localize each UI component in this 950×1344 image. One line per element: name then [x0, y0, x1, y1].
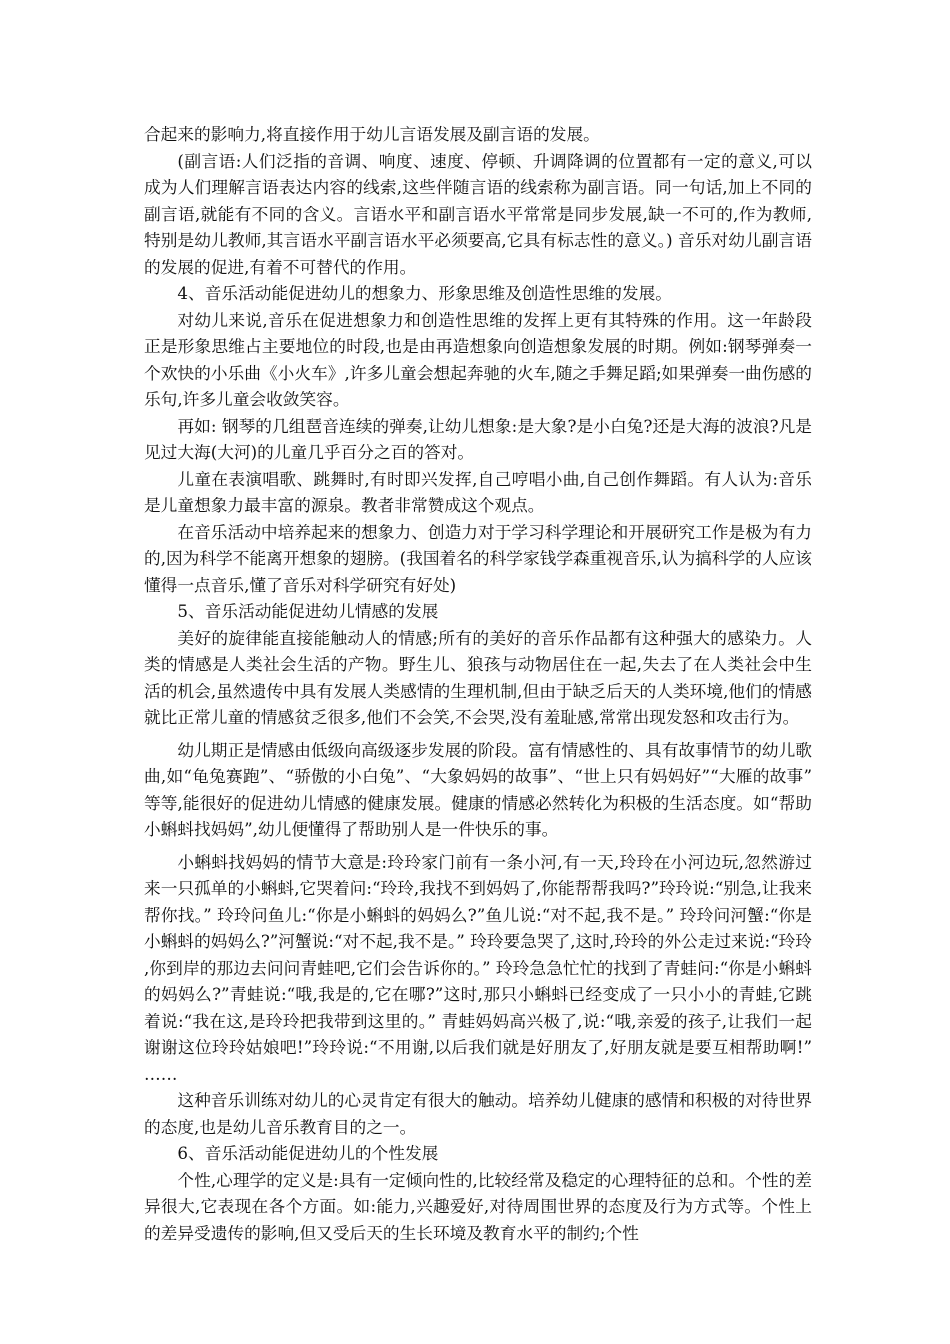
paragraph-arpeggio-example: 再如: 钢琴的几组琶音连续的弹奏,让幼儿想象:是大象?是小白兔?还是大海的波浪?凡是见过大海(大河)的儿童几乎百分之百的答对。: [144, 415, 812, 462]
paragraph-imagination: 对幼儿来说,音乐在促进想象力和创造性思维的发挥上更有其特殊的作用。这一年龄段正是形象思维占主要地位的时段,也是由再造想象向创造想象发展的时期。例如:钢琴弹奏一个欢快的小乐曲《小火车》,许多儿童会想起奔驰的火车,随之手舞足蹈;如果弹奏一曲伤感的乐句,许多儿童会收敛笑容。: [144, 309, 812, 409]
paragraph-training-effect: 这种音乐训练对幼儿的心灵肯定有很大的触动。培养幼儿健康的感情和积极的对待世界的态度,也是幼儿音乐教育目的之一。: [144, 1090, 812, 1137]
paragraph-continuation: 合起来的影响力,将直接作用于幼儿言语发展及副言语的发展。: [144, 124, 600, 144]
section-heading-5: 5、音乐活动能促进幼儿情感的发展: [177, 601, 439, 621]
section-heading-4: 4、音乐活动能促进幼儿的想象力、形象思维及创造性思维的发展。: [177, 283, 672, 303]
document-body: [144, 121, 812, 1246]
paragraph-early-childhood: 幼儿期正是情感由低级向高级逐步发展的阶段。富有情感性的、具有故事情节的幼儿歌曲,如“龟兔赛跑”、“骄傲的小白兔”、“大象妈妈的故事”、“世上只有妈妈好”“大雁的故事”等等,能很好的促进幼儿情感的健康发展。健康的情感必然转化为积极的生活态度。如“帮助小蝌蚪找妈妈”,幼儿便懂得了帮助别人是一件快乐的事。: [144, 739, 812, 839]
section-heading-6: 6、音乐活动能促进幼儿的个性发展: [177, 1143, 439, 1163]
paragraph-emotion: 美好的旋律能直接能触动人的情感;所有的美好的音乐作品都有这种强大的感染力。人类的情感是人类社会生活的产物。野生儿、狼孩与动物居住在一起,失去了在人类社会中生活的机会,虽然遗传中具有发展人类感情的生理机制,但由于缺乏后天的人类环境,他们的情感就比正常儿童的情感贫乏很多,他们不会笑,不会哭,没有羞耻感,常常出现发怒和攻击行为。: [144, 627, 812, 727]
paragraph-personality: 个性,心理学的定义是:具有一定倾向性的,比较经常及稳定的心理特征的总和。个性的差异很大,它表现在各个方面。如:能力,兴趣爱好,对待周围世界的态度及行为方式等。个性上的差异受遗传的影响,但又受后天的生长环境及教育水平的制约;个性: [144, 1169, 812, 1243]
paragraph-tadpole-story: 小蝌蚪找妈妈的情节大意是:玲玲家门前有一条小河,有一天,玲玲在小河边玩,忽然游过来一只孤单的小蝌蚪,它哭着问:“玲玲,我找不到妈妈了,你能帮帮我吗?”玲玲说:“别急,让我来帮你找。” 玲玲问鱼儿:“你是小蝌蚪的妈妈么?”鱼儿说:“对不起,我不是。” 玲玲问河蟹:“你是小蝌蚪的妈妈么?”河蟹说:“对不起,我不是。” 玲玲要急哭了,这时,玲玲的外公走过来说:“玲玲,你到岸的那边去问问青蛙吧,它们会告诉你的。” 玲玲急急忙忙的找到了青蛙问:“你是小蝌蚪的妈妈么?”青蛙说:“哦,我是的,它在哪?”这时,那只小蝌蚪已经变成了一只小小的青蛙,它跳着说:“我在这,是玲玲把我带到这里的。” 青蛙妈妈高兴极了,说:“哦,亲爱的孩子,让我们一起谢谢这位玲玲姑娘吧!”玲玲说:“不用谢,以后我们就是好朋友了,好朋友就是要互相帮助啊!” ……: [144, 851, 812, 1084]
paragraph-science: 在音乐活动中培养起来的想象力、创造力对于学习科学理论和开展研究工作是极为有力的,因为科学不能离开想象的翅膀。(我国着名的科学家钱学森重视音乐,认为搞科学的人应该懂得一点音乐,懂了音乐对科学研究有好处): [144, 521, 812, 595]
paragraph-paralanguage-note: (副言语:人们泛指的音调、响度、速度、停顿、升调降调的位置都有一定的意义,可以成为人们理解言语表达内容的线索,这些伴随言语的线索称为副言语。同一句话,加上不同的副言语,就能有不同的含义。言语水平和副言语水平常常是同步发展,缺一不可的,作为教师,特别是幼儿教师,其言语水平副言语水平必须要高,它具有标志性的意义。) 音乐对幼儿副言语的发展的促进,有着不可替代的作用。: [144, 150, 812, 277]
paragraph-performance: 儿童在表演唱歌、跳舞时,有时即兴发挥,自己哼唱小曲,自己创作舞蹈。有人认为:音乐是儿童想象力最丰富的源泉。教者非常赞成这个观点。: [144, 468, 812, 515]
